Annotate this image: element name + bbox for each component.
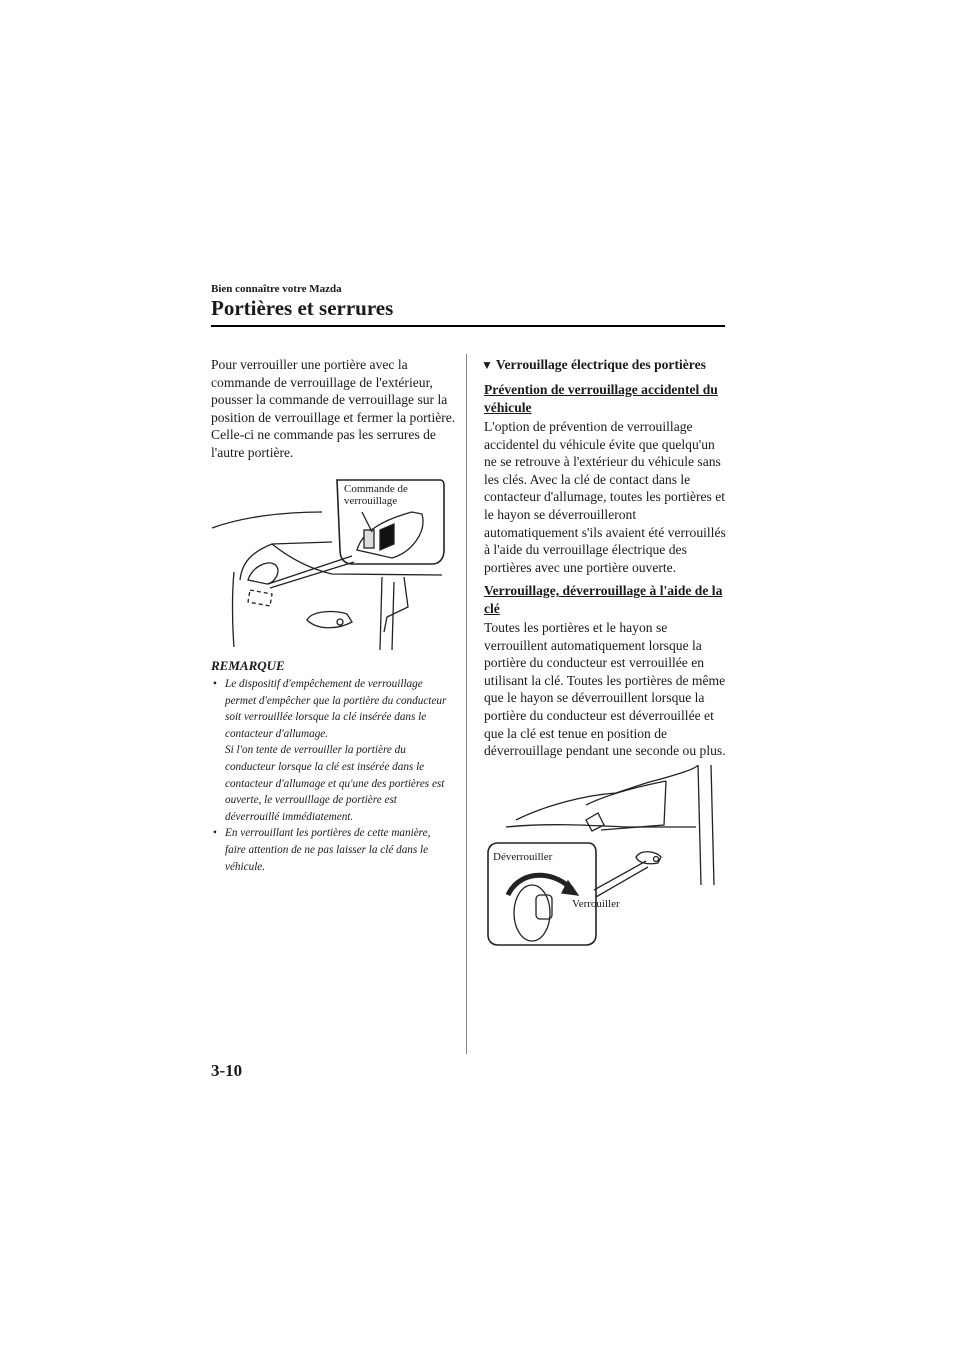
note-list <box>211 676 453 875</box>
note-text: Le dispositif d'empêchement de verrouillage permet d'empêcher que la portière du conducteur soit verrouillée lorsque la clé insérée dans le contacteur d'allumage. Si l'on tente de verrouiller la portière du conducteur lorsque la clé est insérée dans le contacteur d'allumage et qu'une des portières est ouverte, le verrouillage de portière est déverrouillé immédiatement. <box>225 678 447 823</box>
column-divider <box>466 354 467 1054</box>
section-title-text: Verrouillage électrique des portières <box>495 357 706 372</box>
page-title: Portières et serrures <box>211 296 394 320</box>
key-lock-paragraph: Toutes les portières et le hayon se verrouillent automatiquement lorsque la portière du conducteur est verrouillée en utilisant la clé. Toutes les portières de même que le hayon se déverrouillent lorsque la portière du conducteur est déverrouillée et que la clé est tenue en position de déverrouillage pendant une seconde ou plus. <box>484 620 726 759</box>
bullet-icon: • <box>213 827 217 840</box>
page-number: 3-10 <box>211 1061 243 1080</box>
title-rule <box>211 325 725 327</box>
subsection-title-key-lock: Verrouillage, déverrouillage à l'aide de la clé <box>484 583 723 616</box>
figure-label-unlock: Déverrouiller <box>493 851 553 863</box>
note-text: En verrouillant les portières de cette manière, faire attention de ne pas laisser la clé dans le véhicule. <box>225 827 431 873</box>
section-header: Bien connaître votre Mazda <box>211 283 342 295</box>
bullet-icon: • <box>213 678 217 690</box>
figure-label-lock-control: Commande de verrouillage <box>344 483 408 507</box>
figure-label-lock: Verrouiller <box>572 898 620 910</box>
triangle-down-icon: ▼ <box>481 358 493 372</box>
list-item <box>211 825 453 875</box>
list-item <box>211 676 453 825</box>
accidental-lock-paragraph: L'option de prévention de verrouillage accidentel du véhicule évite que quelqu'un ne se retrouve à l'extérieur du véhicule sans les clés. Avec la clé de contact dans le contacteur d'allumage, toutes les portières et le hayon se déverrouilleront automatiquement s'ils avaient été verrouillés à l'aide du verrouillage électrique des portières avec une portière ouverte. <box>484 419 726 575</box>
lock-instructions-paragraph: Pour verrouiller une portière avec la commande de verrouillage de l'extérieur, pousser la commande de verrouillage sur la position de verrouillage et fermer la portière. Celle-ci ne commande pas les serrures de l'autre portière. <box>211 357 456 460</box>
note-title: REMARQUE <box>211 658 285 673</box>
subsection-title-accidental-lock: Prévention de verrouillage accidentel du véhicule <box>484 382 718 415</box>
section-title <box>481 357 706 373</box>
